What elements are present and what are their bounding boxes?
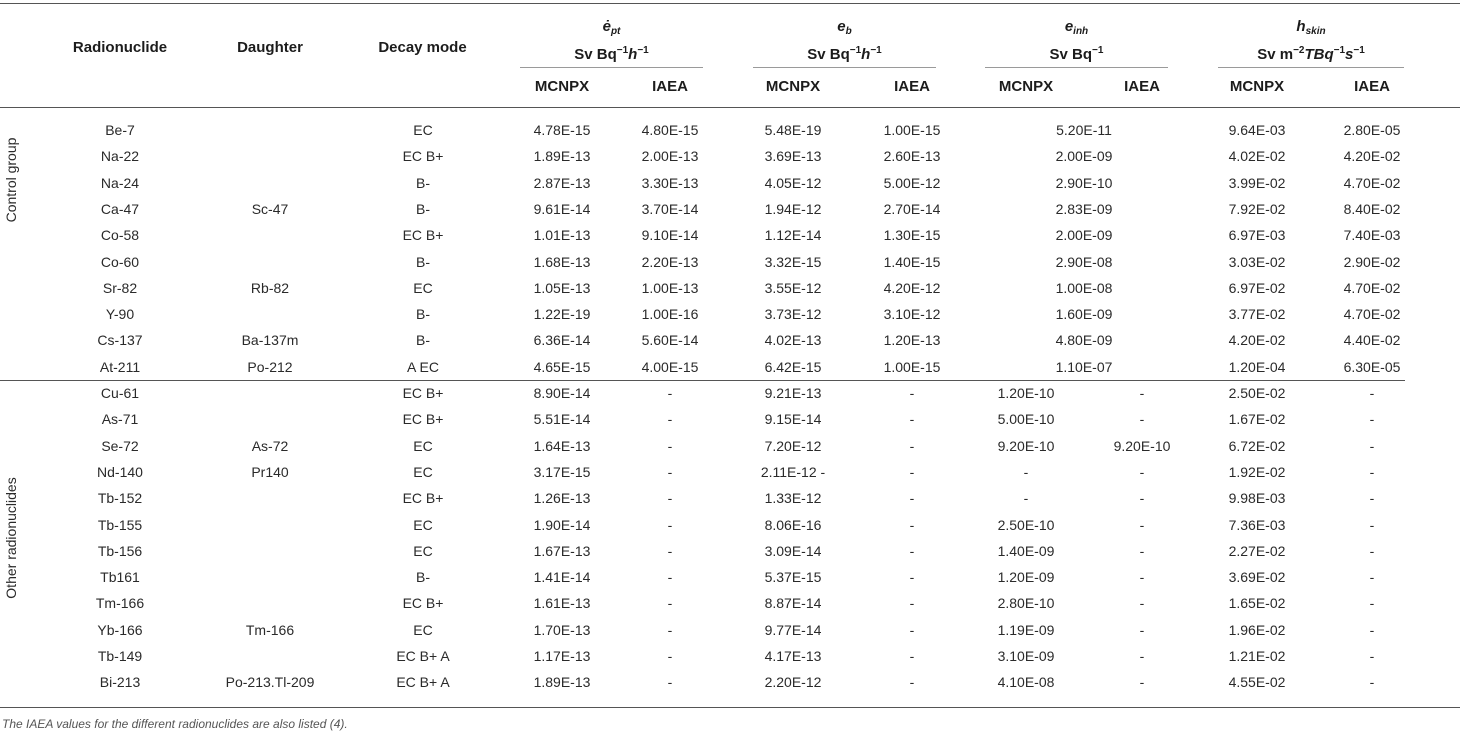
radionuclide-cell: Cs-137 xyxy=(97,332,143,349)
eb-mcnpx-cell: 3.09E-14 xyxy=(764,542,822,559)
decay-mode-cell: B- xyxy=(416,306,430,323)
eb-mcnpx-cell: 1.12E-14 xyxy=(764,227,822,244)
decay-mode-cell: EC B+ xyxy=(402,490,444,507)
hskin-iaea-cell: 6.30E-05 xyxy=(1343,358,1401,375)
ept-symbol: ė xyxy=(602,18,611,35)
radionuclide-cell: Y-90 xyxy=(105,306,135,323)
eb-symbol: e xyxy=(837,18,846,35)
einh-mcnpx-cell: 9.20E-10 xyxy=(997,437,1055,454)
ept-iaea-cell: - xyxy=(667,411,673,428)
einh-merged-cell: 1.10E-07 xyxy=(1055,358,1113,375)
hskin-iaea-cell: 7.40E-03 xyxy=(1343,227,1401,244)
group-label-control: Control group xyxy=(3,137,19,223)
decay-mode-cell: EC xyxy=(413,279,433,296)
einh-merged-cell: 2.90E-10 xyxy=(1055,174,1113,191)
eb-iaea-cell: - xyxy=(909,595,915,612)
radionuclide-cell: Cu-61 xyxy=(100,385,140,401)
einh-iaea-cell: - xyxy=(1139,385,1145,401)
einh-mcnpx-cell: 3.10E-09 xyxy=(997,648,1055,664)
decay-mode-cell: B- xyxy=(416,332,430,349)
radionuclide-cell: Se-72 xyxy=(101,437,139,454)
table-top-rule xyxy=(0,3,1460,4)
eb-unit-sup2: −1 xyxy=(870,45,882,56)
hskin-iaea-cell: - xyxy=(1369,437,1375,454)
ept-iaea-cell: 3.30E-13 xyxy=(641,174,699,191)
ept-iaea-cell: - xyxy=(667,490,673,507)
hskin-iaea-cell: - xyxy=(1369,516,1375,533)
einh-merged-cell: 2.00E-09 xyxy=(1055,227,1113,244)
eb-iaea-cell: - xyxy=(909,542,915,559)
daughter-cell: Tm-166 xyxy=(245,621,295,638)
decay-mode-cell: EC B+ xyxy=(402,595,444,612)
decay-mode-cell: EC xyxy=(413,463,433,480)
eb-mcnpx-cell: 5.48E-19 xyxy=(764,122,822,138)
daughter-cell: Ba-137m xyxy=(241,332,299,349)
decay-mode-cell: B- xyxy=(416,253,430,270)
eb-mcnpx-cell: 3.55E-12 xyxy=(764,279,822,296)
einh-mcnpx-cell: 2.50E-10 xyxy=(997,516,1055,533)
radionuclide-cell: Tb161 xyxy=(100,569,140,586)
hskin-iaea-cell: 4.70E-02 xyxy=(1343,279,1401,296)
einh-iaea-header: IAEA xyxy=(1124,78,1160,95)
einh-mcnpx-cell: 1.19E-09 xyxy=(997,621,1055,638)
hskin-mcnpx-cell: 1.67E-02 xyxy=(1228,411,1286,428)
decay-mode-cell: EC B+ xyxy=(402,227,444,244)
eb-iaea-cell: 2.70E-14 xyxy=(883,200,941,217)
einh-iaea-cell: - xyxy=(1139,648,1145,664)
ept-mcnpx-cell: 4.78E-15 xyxy=(533,122,591,138)
ept-mcnpx-cell: 1.01E-13 xyxy=(533,227,591,244)
hskin-iaea-cell: - xyxy=(1369,463,1375,480)
table-bottom-rule xyxy=(0,707,1460,708)
hskin-mcnpx-cell: 2.27E-02 xyxy=(1228,542,1286,559)
eb-iaea-cell: 1.40E-15 xyxy=(883,253,941,270)
decay-mode-cell: EC B+ xyxy=(402,385,444,401)
decay-mode-cell: B- xyxy=(416,174,430,191)
hskin-iaea-cell: - xyxy=(1369,490,1375,507)
decay-mode-cell: EC B+ A xyxy=(396,648,450,664)
hskin-iaea-cell: - xyxy=(1369,542,1375,559)
decay-mode-cell: EC xyxy=(413,621,433,638)
einh-mcnpx-cell: 1.20E-09 xyxy=(997,569,1055,586)
einh-subscript: inh xyxy=(1073,26,1089,37)
einh-iaea-cell: - xyxy=(1139,463,1145,480)
ept-iaea-cell: 1.00E-13 xyxy=(641,279,699,296)
decay-mode-cell: EC xyxy=(413,516,433,533)
group-label-other: Other radionuclides xyxy=(3,477,19,599)
eb-unit: Sv Bq xyxy=(807,46,850,63)
ept-mcnpx-cell: 1.89E-13 xyxy=(533,674,591,691)
einh-mcnpx-cell: - xyxy=(1023,463,1029,480)
einh-unit-sup1: −1 xyxy=(1092,45,1104,56)
eb-iaea-cell: - xyxy=(909,385,915,401)
footnote-reference-link[interactable]: 4 xyxy=(333,717,341,731)
ept-unit-sup2: −1 xyxy=(637,45,649,56)
einh-merged-cell: 1.00E-08 xyxy=(1055,279,1113,296)
daughter-cell: Rb-82 xyxy=(250,279,290,296)
hskin-mcnpx-cell: 1.92E-02 xyxy=(1228,463,1286,480)
radionuclide-cell: Na-24 xyxy=(100,174,140,191)
hskin-unit-sup3: −1 xyxy=(1353,45,1365,56)
eb-mcnpx-cell: 2.20E-12 xyxy=(764,674,822,691)
hskin-mcnpx-cell: 4.20E-02 xyxy=(1228,332,1286,349)
hskin-mcnpx-cell: 1.20E-04 xyxy=(1228,358,1286,375)
radionuclide-cell: Sr-82 xyxy=(102,279,138,296)
hskin-iaea-cell: 4.20E-02 xyxy=(1343,148,1401,165)
eb-mcnpx-cell: 9.21E-13 xyxy=(764,385,822,401)
ept-unit: Sv Bq xyxy=(574,46,617,63)
einh-iaea-cell: - xyxy=(1139,516,1145,533)
radionuclide-cell: Nd-140 xyxy=(97,463,143,480)
hskin-iaea-cell: - xyxy=(1369,648,1375,664)
eb-iaea-cell: - xyxy=(909,674,915,691)
ept-iaea-cell: 4.00E-15 xyxy=(641,358,699,375)
hskin-mcnpx-cell: 3.77E-02 xyxy=(1228,306,1286,323)
eb-mcnpx-header: MCNPX xyxy=(765,78,821,95)
eb-mcnpx-cell: 9.77E-14 xyxy=(764,621,822,638)
hskin-iaea-cell: 4.40E-02 xyxy=(1343,332,1401,349)
radionuclide-cell: Na-22 xyxy=(100,148,140,165)
hskin-mcnpx-cell: 3.03E-02 xyxy=(1228,253,1286,270)
eb-mcnpx-cell: 1.33E-12 xyxy=(764,490,822,507)
hskin-iaea-cell: - xyxy=(1369,411,1375,428)
eb-iaea-cell: - xyxy=(909,437,915,454)
hskin-mcnpx-cell: 2.50E-02 xyxy=(1228,385,1286,401)
eb-mcnpx-cell: 8.06E-16 xyxy=(764,516,822,533)
ept-mcnpx-cell: 1.67E-13 xyxy=(533,542,591,559)
hskin-unit-sup2: −1 xyxy=(1333,45,1346,56)
ept-iaea-cell: - xyxy=(667,437,673,454)
hskin-mcnpx-cell: 1.96E-02 xyxy=(1228,621,1286,638)
einh-iaea-cell: - xyxy=(1139,490,1145,507)
hskin-iaea-cell: 8.40E-02 xyxy=(1343,200,1401,217)
einh-mcnpx-cell: 1.40E-09 xyxy=(997,542,1055,559)
hskin-mcnpx-cell: 6.97E-02 xyxy=(1228,279,1286,296)
decay-mode-cell: B- xyxy=(416,569,430,586)
ept-iaea-cell: - xyxy=(667,385,673,401)
ept-mcnpx-cell: 1.05E-13 xyxy=(533,279,591,296)
hskin-subheader-rule xyxy=(1218,67,1404,68)
hskin-unit-sup1: −2 xyxy=(1293,45,1305,56)
ept-iaea-cell: - xyxy=(667,674,673,691)
eb-iaea-cell: 1.20E-13 xyxy=(883,332,941,349)
ept-iaea-cell: - xyxy=(667,621,673,638)
ept-iaea-cell: 9.10E-14 xyxy=(641,227,699,244)
footnote-tail: ). xyxy=(340,717,348,731)
radionuclide-cell: Co-60 xyxy=(100,253,140,270)
radionuclide-cell: At-211 xyxy=(99,358,141,375)
ept-mcnpx-cell: 5.51E-14 xyxy=(533,411,591,428)
ept-mcnpx-cell: 2.87E-13 xyxy=(533,174,591,191)
einh-merged-cell: 2.90E-08 xyxy=(1055,253,1113,270)
ept-iaea-cell: - xyxy=(667,516,673,533)
einh-mcnpx-cell: 5.00E-10 xyxy=(997,411,1055,428)
eb-iaea-cell: - xyxy=(909,490,915,507)
hskin-mcnpx-cell: 9.64E-03 xyxy=(1228,122,1286,138)
ept-mcnpx-cell: 1.70E-13 xyxy=(533,621,591,638)
decay-mode-cell: EC xyxy=(413,122,433,138)
eb-iaea-cell: - xyxy=(909,569,915,586)
hskin-mcnpx-cell: 7.92E-02 xyxy=(1228,200,1286,217)
header-bottom-rule xyxy=(0,107,1460,108)
hskin-iaea-cell: 2.90E-02 xyxy=(1343,253,1401,270)
hskin-mcnpx-cell: 4.02E-02 xyxy=(1228,148,1286,165)
hskin-unit-tail: s xyxy=(1345,46,1354,63)
hskin-symbol: h xyxy=(1296,18,1306,35)
hskin-iaea-cell: - xyxy=(1369,569,1375,586)
ept-mcnpx-cell: 1.17E-13 xyxy=(533,648,591,664)
group-divider-rule xyxy=(0,380,1405,381)
daughter-column-header: Daughter xyxy=(237,39,303,56)
hskin-mcnpx-cell: 1.21E-02 xyxy=(1228,648,1286,664)
eb-iaea-cell: 1.30E-15 xyxy=(883,227,941,244)
hskin-mcnpx-cell: 4.55E-02 xyxy=(1228,674,1286,691)
hskin-mcnpx-cell: 6.97E-03 xyxy=(1228,227,1286,244)
hskin-mcnpx-cell: 3.99E-02 xyxy=(1228,174,1286,191)
ept-iaea-cell: 5.60E-14 xyxy=(641,332,699,349)
einh-unit: Sv Bq xyxy=(1049,46,1093,63)
eb-mcnpx-cell: 3.73E-12 xyxy=(764,306,822,323)
radionuclide-cell: Co-58 xyxy=(100,227,140,244)
eb-mcnpx-cell: 4.02E-13 xyxy=(764,332,822,349)
eb-iaea-cell: - xyxy=(909,516,915,533)
eb-mcnpx-cell: 1.94E-12 xyxy=(764,200,822,217)
hskin-iaea-cell: - xyxy=(1369,595,1375,612)
daughter-cell: Po-213.Tl-209 xyxy=(225,674,315,691)
eb-mcnpx-cell: 4.05E-12 xyxy=(764,174,822,191)
ept-unit-mid: h xyxy=(628,46,638,63)
hskin-mcnpx-cell: 7.36E-03 xyxy=(1228,516,1286,533)
radionuclide-cell: Tb-156 xyxy=(97,542,143,559)
ept-unit-sup1: −1 xyxy=(616,45,629,56)
daughter-cell: Pr140 xyxy=(251,463,289,480)
einh-merged-cell: 2.83E-09 xyxy=(1055,200,1113,217)
ept-iaea-cell: 4.80E-15 xyxy=(641,122,699,138)
eb-subheader-rule xyxy=(753,67,936,68)
eb-iaea-cell: 1.00E-15 xyxy=(883,358,941,375)
ept-mcnpx-cell: 3.17E-15 xyxy=(533,463,591,480)
ept-mcnpx-cell: 9.61E-14 xyxy=(533,200,591,217)
ept-iaea-cell: 1.00E-16 xyxy=(641,306,699,323)
decay-mode-cell: EC B+ xyxy=(402,411,444,428)
eb-mcnpx-cell: 5.37E-15 xyxy=(764,569,822,586)
einh-iaea-cell: - xyxy=(1139,542,1145,559)
einh-mcnpx-header: MCNPX xyxy=(998,78,1054,95)
eb-iaea-cell: 3.10E-12 xyxy=(883,306,941,323)
einh-mcnpx-cell: 4.10E-08 xyxy=(997,674,1055,691)
ept-mcnpx-cell: 6.36E-14 xyxy=(533,332,591,349)
eb-unit-sup1: −1 xyxy=(849,45,862,56)
ept-iaea-cell: 2.00E-13 xyxy=(641,148,699,165)
hskin-iaea-header: IAEA xyxy=(1354,78,1390,95)
decay-mode-cell: B- xyxy=(416,200,430,217)
hskin-mcnpx-header: MCNPX xyxy=(1229,78,1285,95)
eb-mcnpx-cell: 3.69E-13 xyxy=(764,148,822,165)
eb-iaea-cell: - xyxy=(909,621,915,638)
radionuclide-cell: As-71 xyxy=(101,411,139,428)
hskin-mcnpx-cell: 3.69E-02 xyxy=(1228,569,1286,586)
ept-iaea-cell: - xyxy=(667,595,673,612)
einh-merged-cell: 5.20E-11 xyxy=(1056,122,1112,138)
einh-merged-cell: 2.00E-09 xyxy=(1055,148,1113,165)
ept-mcnpx-cell: 1.61E-13 xyxy=(533,595,591,612)
ept-mcnpx-cell: 4.65E-15 xyxy=(533,358,591,375)
ept-iaea-cell: - xyxy=(667,542,673,559)
hskin-mcnpx-cell: 6.72E-02 xyxy=(1228,437,1286,454)
radionuclide-cell: Tb-152 xyxy=(97,490,143,507)
einh-iaea-cell: - xyxy=(1139,621,1145,638)
hskin-iaea-cell: - xyxy=(1369,385,1375,401)
einh-iaea-cell: - xyxy=(1139,411,1145,428)
ept-iaea-cell: - xyxy=(667,648,673,664)
ept-subheader-rule xyxy=(520,67,703,68)
hskin-column-header xyxy=(1218,17,1404,64)
eb-mcnpx-cell: 7.20E-12 xyxy=(764,437,822,454)
hskin-mcnpx-cell: 9.98E-03 xyxy=(1228,490,1286,507)
ept-iaea-cell: - xyxy=(667,463,673,480)
ept-iaea-cell: 2.20E-13 xyxy=(641,253,699,270)
ept-column-header xyxy=(520,17,703,64)
eb-subscript: b xyxy=(845,26,852,37)
eb-iaea-cell: 1.00E-15 xyxy=(883,122,941,138)
hskin-iaea-cell: 4.70E-02 xyxy=(1343,306,1401,323)
hskin-iaea-cell: 4.70E-02 xyxy=(1343,174,1401,191)
radionuclide-cell: Ca-47 xyxy=(100,200,140,217)
hskin-iaea-cell: - xyxy=(1369,674,1375,691)
radionuclide-cell: Tb-149 xyxy=(97,648,143,664)
ept-mcnpx-cell: 8.90E-14 xyxy=(533,385,591,401)
ept-mcnpx-cell: 1.41E-14 xyxy=(533,569,591,586)
einh-iaea-cell: 9.20E-10 xyxy=(1113,437,1171,454)
eb-column-header xyxy=(753,17,936,64)
eb-mcnpx-cell: 8.87E-14 xyxy=(764,595,822,612)
ept-mcnpx-cell: 1.64E-13 xyxy=(533,437,591,454)
eb-mcnpx-cell: 3.32E-15 xyxy=(764,253,822,270)
radionuclide-cell: Yb-166 xyxy=(97,621,143,638)
einh-iaea-cell: - xyxy=(1139,569,1145,586)
decay-mode-cell: A EC xyxy=(407,358,439,375)
hskin-iaea-cell: 2.80E-05 xyxy=(1343,122,1401,138)
hskin-iaea-cell: - xyxy=(1369,621,1375,638)
eb-iaea-cell: - xyxy=(909,648,915,664)
daughter-cell: Po-212 xyxy=(247,358,293,375)
ept-mcnpx-cell: 1.26E-13 xyxy=(533,490,591,507)
einh-iaea-cell: - xyxy=(1139,595,1145,612)
hskin-unit: Sv m xyxy=(1257,46,1294,63)
hskin-subscript: skin xyxy=(1305,26,1326,37)
eb-mcnpx-cell: 6.42E-15 xyxy=(764,358,822,375)
hskin-unit-mid: TBq xyxy=(1304,46,1334,63)
decay-mode-cell: EC xyxy=(413,437,433,454)
eb-iaea-cell: - xyxy=(909,411,915,428)
eb-iaea-cell: - xyxy=(909,463,915,480)
einh-merged-cell: 1.60E-09 xyxy=(1055,306,1113,323)
eb-mcnpx-cell: 4.17E-13 xyxy=(764,648,822,664)
decay-mode-cell: EC B+ A xyxy=(396,674,450,691)
eb-iaea-header: IAEA xyxy=(894,78,930,95)
einh-mcnpx-cell: 2.80E-10 xyxy=(997,595,1055,612)
ept-iaea-header: IAEA xyxy=(652,78,688,95)
einh-column-header xyxy=(985,17,1168,64)
radionuclide-cell: Tb-155 xyxy=(97,516,143,533)
decay-mode-cell: EC B+ xyxy=(402,148,444,165)
ept-mcnpx-cell: 1.89E-13 xyxy=(533,148,591,165)
daughter-cell: Sc-47 xyxy=(251,200,289,217)
einh-subheader-rule xyxy=(985,67,1168,68)
decay-mode-cell: EC xyxy=(413,542,433,559)
ept-mcnpx-cell: 1.68E-13 xyxy=(533,253,591,270)
eb-mcnpx-cell: 2.11E-12 - xyxy=(760,463,826,480)
radionuclide-cell: Bi-213 xyxy=(99,674,141,691)
ept-mcnpx-header: MCNPX xyxy=(534,78,590,95)
table-footnote xyxy=(2,717,348,731)
eb-iaea-cell: 4.20E-12 xyxy=(883,279,941,296)
radionuclide-cell: Be-7 xyxy=(105,122,135,138)
daughter-cell: As-72 xyxy=(251,437,289,454)
eb-iaea-cell: 2.60E-13 xyxy=(883,148,941,165)
ept-iaea-cell: - xyxy=(667,569,673,586)
einh-merged-cell: 4.80E-09 xyxy=(1055,332,1113,349)
radionuclide-cell: Tm-166 xyxy=(95,595,145,612)
decay-mode-column-header: Decay mode xyxy=(378,39,467,56)
einh-symbol: e xyxy=(1064,18,1074,35)
ept-subscript: pt xyxy=(610,26,621,37)
eb-mcnpx-cell: 9.15E-14 xyxy=(764,411,822,428)
eb-unit-mid: h xyxy=(861,46,871,63)
radionuclide-column-header: Radionuclide xyxy=(72,39,168,56)
footnote-text: The IAEA values for the different radionuclides are also listed ( xyxy=(2,717,334,731)
hskin-mcnpx-cell: 1.65E-02 xyxy=(1228,595,1286,612)
einh-mcnpx-cell: - xyxy=(1023,490,1029,507)
einh-iaea-cell: - xyxy=(1139,674,1145,691)
ept-mcnpx-cell: 1.90E-14 xyxy=(533,516,591,533)
ept-mcnpx-cell: 1.22E-19 xyxy=(533,306,591,323)
eb-iaea-cell: 5.00E-12 xyxy=(883,174,941,191)
ept-iaea-cell: 3.70E-14 xyxy=(641,200,699,217)
einh-mcnpx-cell: 1.20E-10 xyxy=(997,385,1055,401)
